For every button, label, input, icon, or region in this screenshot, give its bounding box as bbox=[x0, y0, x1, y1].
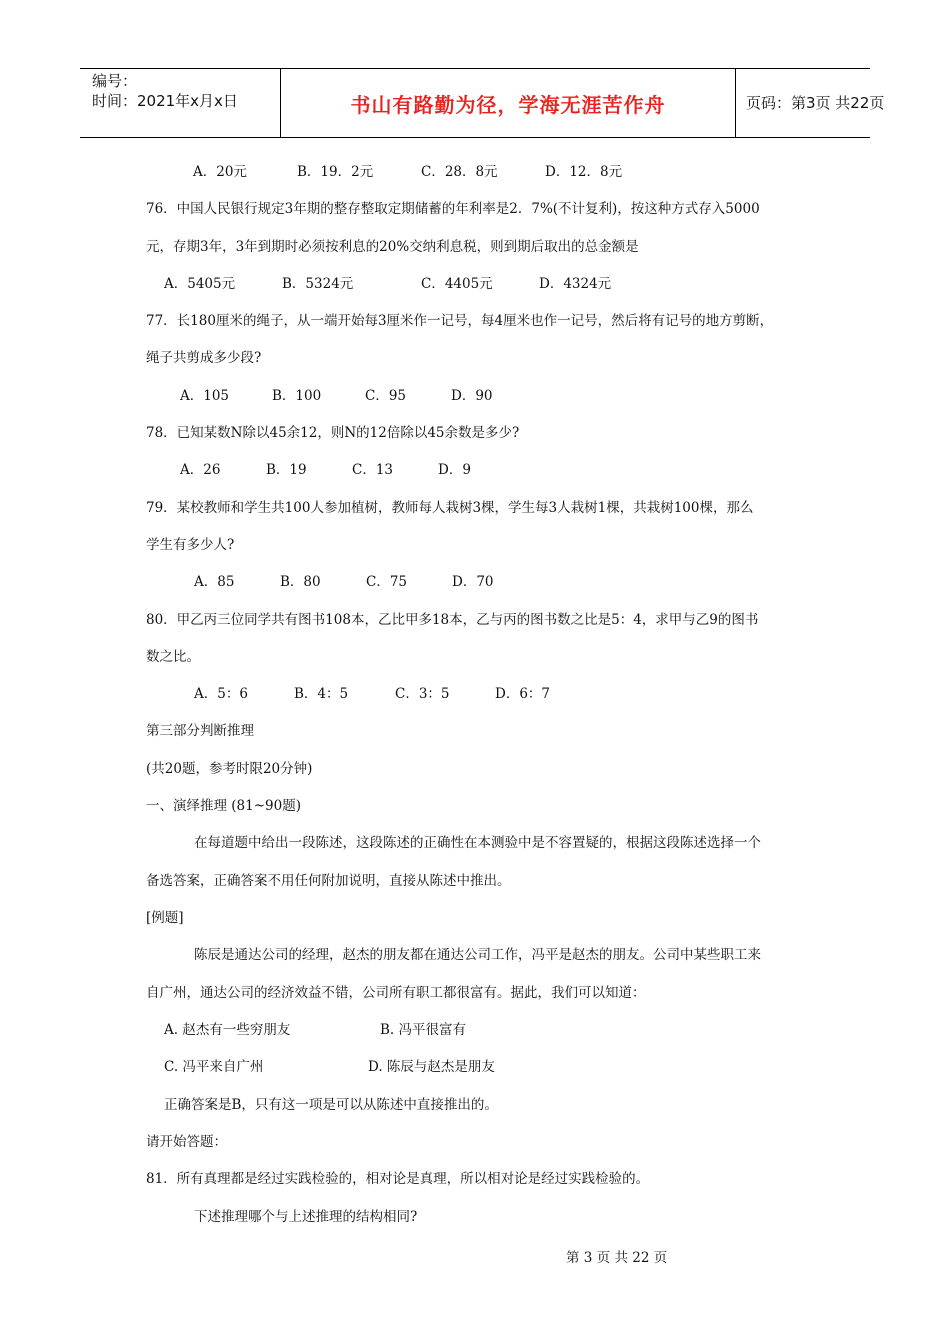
example-options-row1 bbox=[164, 1021, 466, 1039]
q79-line2: 学生有多少人? bbox=[146, 537, 235, 553]
option-a: A．5405元 bbox=[164, 276, 236, 292]
option-b: B．4：5 bbox=[294, 686, 349, 702]
q77-options bbox=[180, 387, 493, 405]
option-a: A．5：6 bbox=[194, 686, 248, 702]
section-subtitle: (共20题，参考时限20分钟) bbox=[146, 761, 313, 777]
q76-options bbox=[164, 275, 611, 293]
motto: 书山有路勤为径，学海无涯苦作舟 bbox=[280, 69, 736, 137]
option-c: C．75 bbox=[366, 574, 408, 590]
example-answer: 正确答案是B，只有这一项是可以从陈述中直接推出的。 bbox=[164, 1097, 498, 1113]
page-number-label: 页码：第3页 共22页 bbox=[746, 94, 885, 112]
option-a: A．20元 bbox=[193, 164, 247, 180]
example-line2: 自广州，通达公司的经济效益不错，公司所有职工都很富有。据此，我们可以知道： bbox=[146, 985, 646, 1001]
section-part: 一、演绎推理 (81~90题) bbox=[146, 798, 301, 814]
q80-line2: 数之比。 bbox=[146, 649, 200, 665]
q76-line1: 76．中国人民银行规定3年期的整存整取定期储蓄的年利率是2．7%(不计复利)，按这种方式存入5000 bbox=[146, 201, 760, 217]
option-c: C．4405元 bbox=[421, 276, 493, 292]
example-label: [例题] bbox=[146, 910, 184, 926]
option-d: D．12．8元 bbox=[545, 164, 623, 180]
q81-line1: 81．所有真理都是经过实践检验的，相对论是真理，所以相对论是经过实践检验的。 bbox=[146, 1171, 650, 1187]
example-option-b: B. 冯平很富有 bbox=[380, 1022, 467, 1038]
option-c: C．95 bbox=[365, 388, 407, 404]
q79-line1: 79．某校教师和学生共100人参加植树，教师每人栽树3棵，学生每3人栽树1棵，共栽树100棵，那么 bbox=[146, 500, 754, 516]
q80-line1: 80．甲乙丙三位同学共有图书108本，乙比甲多18本，乙与丙的图书数之比是5：4，求甲与乙9的图书 bbox=[146, 612, 759, 628]
example-option-d: D. 陈辰与赵杰是朋友 bbox=[368, 1059, 495, 1075]
option-b: B．80 bbox=[280, 574, 321, 590]
q77-line1: 77．长180厘米的绳子，从一端开始每3厘米作一记号，每4厘米也作一记号，然后将有记号的地方剪断， bbox=[146, 313, 774, 329]
option-c: C．28．8元 bbox=[421, 164, 498, 180]
option-b: B．19 bbox=[266, 462, 307, 478]
time-label: 时间：2021年x月x日 bbox=[92, 92, 238, 110]
example-options-row2 bbox=[164, 1058, 495, 1076]
q78-line1: 78．已知某数N除以45余12，则N的12倍除以45余数是多少? bbox=[146, 425, 520, 441]
q76-line2: 元，存期3年，3年到期时必须按利息的20%交纳利息税，则到期后取出的总金额是 bbox=[146, 239, 639, 255]
section-title: 第三部分判断推理 bbox=[146, 723, 254, 739]
q80-options bbox=[194, 685, 550, 703]
option-c: C．3：5 bbox=[395, 686, 450, 702]
option-a: A．105 bbox=[180, 388, 230, 404]
intro-line1: 在每道题中给出一段陈述，这段陈述的正确性在本测验中是不容置疑的，根据这段陈述选择一个 bbox=[194, 835, 761, 851]
q78-options bbox=[180, 461, 471, 479]
page-header bbox=[80, 68, 885, 138]
q75-options bbox=[193, 163, 622, 181]
header-meta bbox=[80, 69, 280, 137]
number-label: 编号： bbox=[92, 72, 138, 90]
q77-line2: 绳子共剪成多少段? bbox=[146, 350, 262, 366]
option-b: B．5324元 bbox=[282, 276, 354, 292]
example-option-a: A. 赵杰有一些穷朋友 bbox=[164, 1022, 291, 1038]
page-footer: 第 3 页 共 22 页 bbox=[566, 1250, 668, 1266]
option-d: D．6：7 bbox=[495, 686, 551, 702]
option-a: A．85 bbox=[194, 574, 235, 590]
q81-line2: 下述推理哪个与上述推理的结构相同? bbox=[194, 1209, 418, 1225]
intro-line2: 备选答案，正确答案不用任何附加说明，直接从陈述中推出。 bbox=[146, 873, 511, 889]
option-d: D．70 bbox=[452, 574, 494, 590]
option-c: C．13 bbox=[352, 462, 394, 478]
option-b: B．19．2元 bbox=[297, 164, 374, 180]
option-a: A．26 bbox=[180, 462, 221, 478]
option-b: B．100 bbox=[272, 388, 322, 404]
start-prompt: 请开始答题： bbox=[146, 1134, 227, 1150]
option-d: D．9 bbox=[438, 462, 471, 478]
example-line1: 陈辰是通达公司的经理，赵杰的朋友都在通达公司工作，冯平是赵杰的朋友。公司中某些职工来 bbox=[194, 947, 761, 963]
example-option-c: C. 冯平来自广州 bbox=[164, 1059, 264, 1075]
option-d: D．4324元 bbox=[539, 276, 612, 292]
option-d: D．90 bbox=[451, 388, 493, 404]
q79-options bbox=[194, 573, 494, 591]
